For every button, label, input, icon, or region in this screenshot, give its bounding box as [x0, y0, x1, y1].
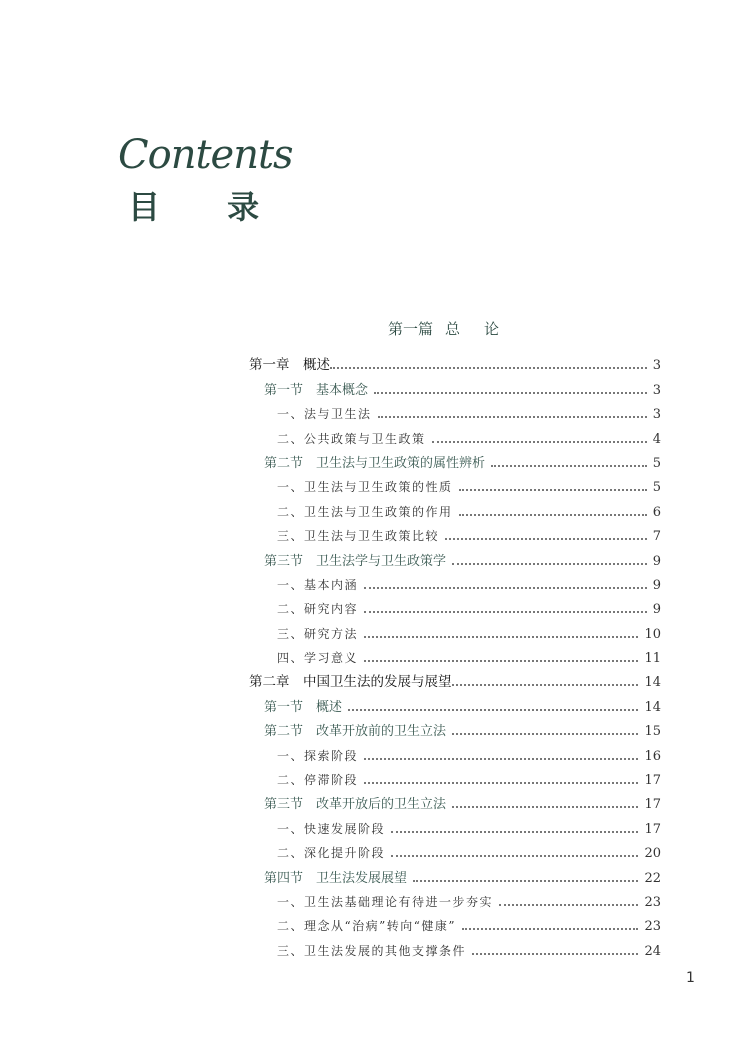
toc-item[interactable] — [249, 422, 661, 446]
toc-page-number: 5 — [652, 480, 661, 496]
toc-entry-label: 二、理念从“治病”转向“健康” — [277, 919, 457, 934]
toc-item[interactable] — [249, 520, 661, 544]
toc-page-number: 3 — [652, 407, 661, 423]
toc-entry-label: 第二章 中国卫生法的发展与展望 — [249, 674, 452, 691]
toc-entry-label: 第一节 基本概念 — [264, 382, 369, 398]
dot-leader — [364, 782, 638, 784]
dot-leader — [499, 904, 638, 906]
toc-entry-label: 一、快速发展阶段 — [277, 821, 386, 836]
part-prefix: 第一篇 — [388, 320, 434, 338]
toc-page-number: 11 — [644, 651, 661, 667]
dot-leader — [459, 514, 647, 516]
page-number: 1 — [686, 970, 695, 986]
part-title — [388, 318, 499, 339]
toc-section[interactable] — [249, 544, 661, 568]
toc-entry-label: 一、法与卫生法 — [277, 407, 372, 422]
toc-section[interactable] — [249, 861, 661, 885]
toc-item[interactable] — [249, 934, 661, 958]
dot-leader — [445, 538, 647, 540]
dot-leader — [391, 831, 638, 833]
toc-item[interactable] — [249, 569, 661, 593]
toc-page-number: 3 — [652, 358, 661, 374]
dot-leader — [472, 953, 638, 955]
dot-leader — [374, 392, 647, 394]
contents-heading-cn: 目 录 — [128, 188, 288, 226]
dot-leader — [452, 733, 638, 735]
toc-entry-label: 一、基本内涵 — [277, 577, 359, 592]
toc-item[interactable] — [249, 471, 661, 495]
toc-page-number: 17 — [644, 773, 661, 789]
part-char-1: 总 — [445, 320, 461, 338]
toc-page-number: 14 — [644, 675, 661, 691]
toc-page-number: 23 — [644, 894, 661, 910]
toc-page-number: 20 — [644, 846, 661, 862]
dot-leader — [364, 587, 647, 589]
toc-item[interactable] — [249, 495, 661, 519]
dot-leader — [364, 758, 638, 760]
toc-page-number: 4 — [652, 431, 661, 447]
toc-entry-label: 第二节 卫生法与卫生政策的属性辨析 — [264, 455, 486, 471]
toc-page-number: 15 — [644, 724, 661, 740]
toc-section[interactable] — [249, 690, 661, 714]
toc-page-number: 5 — [652, 455, 661, 471]
toc-entry-label: 三、卫生法发展的其他支撑条件 — [277, 943, 467, 958]
toc-entry-label: 二、公共政策与卫生政策 — [277, 431, 426, 446]
toc-item[interactable] — [249, 886, 661, 910]
part-char-2: 论 — [484, 320, 500, 338]
toc-entry-label: 第四节 卫生法发展展望 — [264, 870, 408, 886]
dot-leader — [413, 880, 638, 882]
dot-leader — [459, 489, 647, 491]
toc-chapter[interactable] — [249, 666, 661, 690]
toc-entry-label: 二、深化提升阶段 — [277, 846, 386, 861]
dot-leader — [491, 465, 647, 467]
toc-item[interactable] — [249, 739, 661, 763]
toc-page-number: 14 — [644, 699, 661, 715]
toc-entry-label: 三、研究方法 — [277, 626, 359, 641]
toc-chapter[interactable] — [249, 349, 661, 373]
dot-leader — [364, 660, 638, 662]
toc-item[interactable] — [249, 837, 661, 861]
toc-entry-label: 一、卫生法与卫生政策的性质 — [277, 480, 453, 495]
toc-item[interactable] — [249, 593, 661, 617]
toc-page-number: 24 — [644, 943, 661, 959]
toc-entry-label: 二、停滞阶段 — [277, 773, 359, 788]
toc-item[interactable] — [249, 617, 661, 641]
toc-entry-label: 三、卫生法与卫生政策比较 — [277, 529, 440, 544]
contents-heading-en: Contents — [118, 132, 293, 178]
toc-page-number: 22 — [644, 870, 661, 886]
toc-page-number: 17 — [644, 797, 661, 813]
toc-entry-label: 一、探索阶段 — [277, 748, 359, 763]
toc-entry-label: 第三节 卫生法学与卫生政策学 — [264, 553, 447, 569]
toc-entry-label: 第一章 概述 — [249, 357, 330, 374]
toc-page-number: 3 — [652, 382, 661, 398]
dot-leader — [330, 367, 647, 369]
dot-leader — [364, 636, 638, 638]
toc-page-number: 23 — [644, 919, 661, 935]
toc-entry-label: 第二节 改革开放前的卫生立法 — [264, 724, 447, 740]
dot-leader — [452, 684, 639, 686]
toc-section[interactable] — [249, 373, 661, 397]
toc-item[interactable] — [249, 764, 661, 788]
dot-leader — [364, 611, 647, 613]
toc-entry-label: 第三节 改革开放后的卫生立法 — [264, 797, 447, 813]
toc-entry-label: 二、研究内容 — [277, 602, 359, 617]
toc-section[interactable] — [249, 447, 661, 471]
dot-leader — [378, 416, 647, 418]
toc-section[interactable] — [249, 788, 661, 812]
toc-page-number: 7 — [652, 529, 661, 545]
toc-entry-label: 二、卫生法与卫生政策的作用 — [277, 504, 453, 519]
toc-entry-label: 第一节 概述 — [264, 699, 343, 715]
toc-page-number: 6 — [652, 504, 661, 520]
toc-page-number: 9 — [652, 553, 661, 569]
toc-page-number: 17 — [644, 821, 661, 837]
toc-page-number: 10 — [644, 626, 661, 642]
table-of-contents — [249, 349, 661, 959]
dot-leader — [462, 928, 638, 930]
toc-item[interactable] — [249, 642, 661, 666]
dot-leader — [452, 806, 638, 808]
toc-entry-label: 四、学习意义 — [277, 651, 359, 666]
toc-item[interactable] — [249, 910, 661, 934]
toc-page-number: 9 — [652, 602, 661, 618]
toc-page-number: 16 — [644, 748, 661, 764]
toc-entry-label: 一、卫生法基础理论有待进一步夯实 — [277, 894, 494, 909]
dot-leader — [348, 709, 638, 711]
dot-leader — [432, 441, 647, 443]
dot-leader — [391, 855, 638, 857]
toc-item[interactable] — [249, 398, 661, 422]
toc-section[interactable] — [249, 715, 661, 739]
toc-item[interactable] — [249, 812, 661, 836]
dot-leader — [452, 563, 647, 565]
toc-page-number: 9 — [652, 577, 661, 593]
